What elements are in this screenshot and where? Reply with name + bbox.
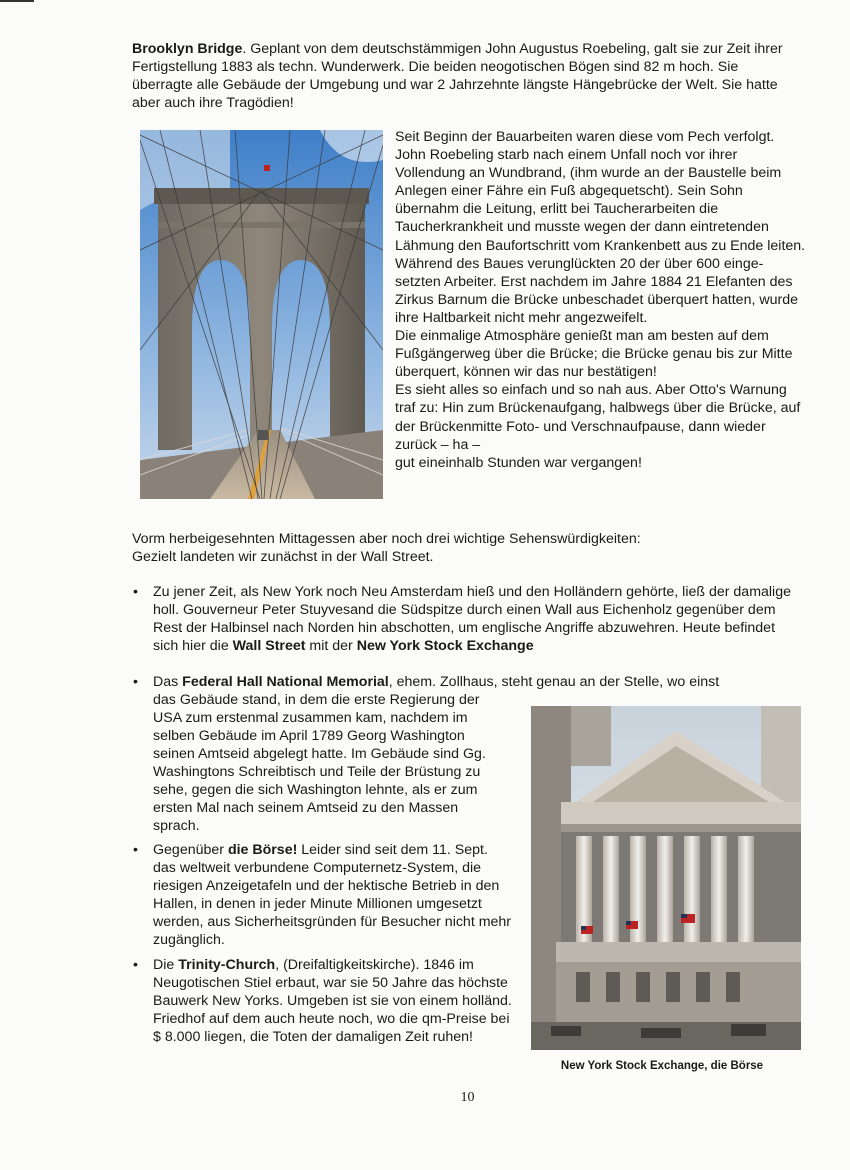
wall-street-text [153, 583, 793, 655]
trinity-text [153, 956, 513, 1046]
federal-hall-first-line [153, 673, 793, 691]
trinity-body: , (Dreifaltigkeitskirche). 1846 im Neugotischen Stiel erbaut, war sie 50 Jahre das höchste Bauwerk New Yorks. Umgeben ist sie von einem holländ. Friedhof auf dem auch heute noch, wo die qm-Preise bei $ 8.000 liegen, die Toten der damaligen Zeit ruhen! [153, 957, 512, 1045]
intro-title: Brooklyn Bridge [132, 41, 243, 57]
federal-hall-pre: Das [153, 674, 183, 690]
bullet-trinity-church [133, 956, 513, 1046]
new-york-stock-exchange-photo [531, 706, 801, 1050]
boerse-body: Leider sind seit dem 11. Sept. das weltweit verbundene Computernetz-System, die riesigen Anzeigetafeln und der hektische Betrieb in den Hallen, in denen in jeder Minute Millionen umgesetzt werden, aus Sicherheitsgründen für Besucher nicht mehr zugänglich. [153, 842, 512, 948]
page-number: 10 [460, 1090, 475, 1105]
trinity-pre: Die [153, 957, 179, 973]
bridge-story-text [395, 128, 807, 472]
brooklyn-bridge-photo [140, 130, 383, 499]
wall-street-body: Zu jener Zeit, als New York noch Neu Amsterdam hieß und den Holländern gehörte, ließ der damalige holl. Gouverneur Peter Stuyvesand die Südspitze durch einen Wall aus Eichenholz gegenüber dem Rest der Halbinsel nach Norden hin abschotten, um englische Angriffe abzuwehren. Heute befindet sich hier die [153, 584, 791, 654]
intro-paragraph [132, 40, 792, 112]
bullet-dot: • [133, 842, 138, 858]
federal-hall-line1-rest: , ehem. Zollhaus, steht genau an der Stelle, wo einst [388, 674, 720, 690]
bullet-dot: • [133, 674, 138, 690]
bridge-paragraph-1: Seit Beginn der Bauarbeiten waren diese vom Pech verfolgt. John Roebeling starb nach einem Unfall noch vor ihrer Vollendung an Wundbrand, (ihm wurde an der Baustelle beim Anlegen einer Fähre ein Fuß abgequetscht). Sein Sohn übernahm die Leitung, erlitt bei Taucherarbeiten die Taucherkrankheit und musste wegen der dann eintretenden Lähmung den Baufortschritt vom Krankenbett aus zu Ende leiten. [395, 129, 806, 254]
intro-text: . Geplant von dem deutschstämmigen John Augustus Roebeling, galt sie zur Zeit ihrer Fertigstellung 1883 als techn. Wunderwerk. Die beiden neogotischen Bögen sind 82 m hoch. Sie überragte alle Gebäude der Umgebung und war 2 Jahrzehnte längste Hängebrücke der Welt. Sie hatte aber auch ihre Tragödien! [132, 41, 783, 111]
wall-street-mid: mit der [305, 638, 357, 654]
boerse-pre: Gegenüber [153, 842, 228, 858]
scan-edge-mark [0, 0, 34, 2]
wall-street-bold: Wall Street [232, 638, 306, 654]
nyse-photo-caption: New York Stock Exchange, die Börse [560, 1060, 764, 1072]
bullet-dot: • [133, 584, 138, 600]
federal-hall-continuation: das Gebäude stand, in dem die erste Regierung der USA zum erstenmal zusammen kam, nachdem im selben Gebäude im April 1789 Georg Washington seinen Amtseid abgelegt hatte. Im Gebäude sind Gg. Washingtons Schreibtisch und Teile der Brüstung zu sehe, gegen die sich Washington lehnte, als er zum ersten Mal nach seinem Amtseid zu den Massen sprach. [153, 692, 486, 834]
bridge-paragraph-2: Während des Baues verunglückten 20 der über 600 einge-setzten Arbeiter. Erst nachdem im Jahre 1884 21 Elefanten des Zirkus Barnum die Brücke unbeschadet überquert hatten, wurde ihre Haltbarkeit nicht mehr angezweifelt. [395, 255, 798, 326]
federal-hall-bold: Federal Hall National Memorial [182, 674, 389, 690]
trinity-bold: Trinity-Church [178, 957, 276, 973]
lead-paragraph [132, 530, 772, 566]
bridge-paragraph-3: Die einmalige Atmosphäre genießt man am besten auf dem Fußgängerweg über die Brücke; die Brücke genau bis zur Mitte überquert, können wir das nur bestätigen! [395, 328, 793, 381]
bridge-paragraph-4: Es sieht alles so einfach und so nah aus. Aber Otto's Warnung traf zu: Hin zum Brückenaufgang, halbwegs über die Brücke, auf der Brückenmitte Foto- und Verschnaufpause, dann wieder zurück – ha – [395, 382, 801, 453]
lead-line-1: Vorm herbeigesehnten Mittagessen aber noch drei wichtige Sehenswürdigkeiten: [132, 531, 641, 547]
bullet-dot: • [133, 957, 138, 973]
lead-line-2: Gezielt landeten wir zunächst in der Wall Street. [132, 549, 434, 565]
boerse-text [153, 841, 513, 949]
stock-exchange-bold: New York Stock Exchange [356, 638, 534, 654]
bullet-boerse [133, 841, 513, 949]
bridge-paragraph-5: gut eineinhalb Stunden war vergangen! [395, 454, 642, 471]
boerse-bold: die Börse! [227, 842, 298, 858]
bullet-wall-street [133, 583, 793, 655]
